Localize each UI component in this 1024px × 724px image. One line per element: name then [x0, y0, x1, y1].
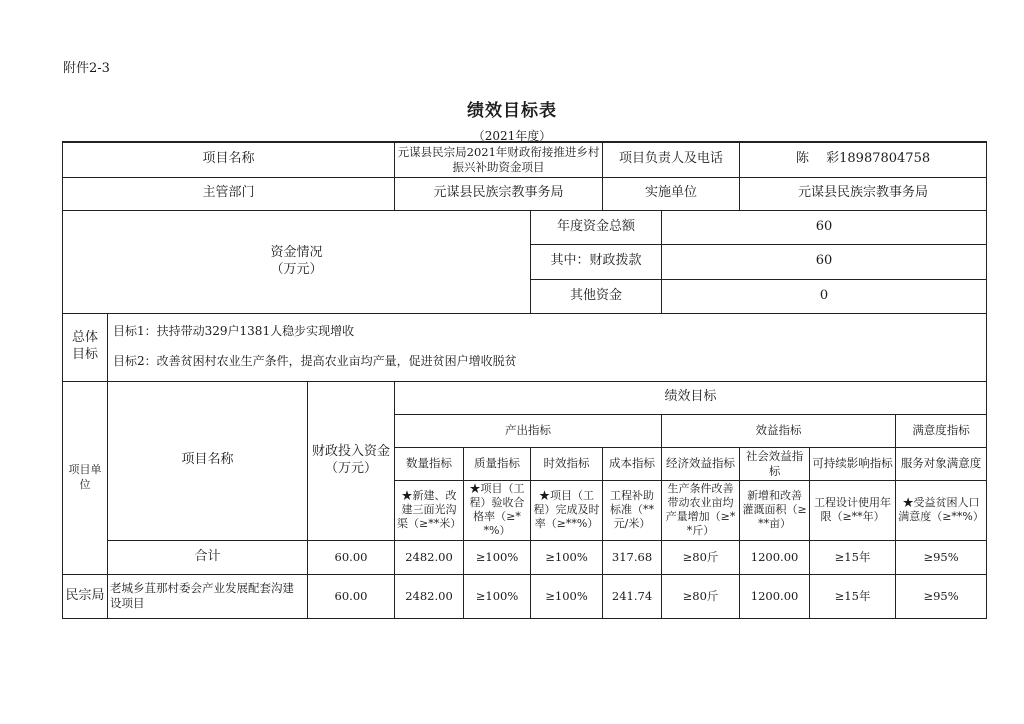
total-timeliness: ≥100% — [531, 540, 603, 574]
perf-invest-label: 财政投入资金（万元） — [308, 381, 395, 540]
desc-cost: 工程补助标准（**元/米） — [603, 480, 662, 540]
total-sustain: ≥15年 — [810, 540, 896, 574]
total-quantity: 2482.00 — [395, 540, 464, 574]
funds-fiscal-value: 60 — [662, 244, 987, 279]
year-label: （2021年度） — [472, 129, 552, 143]
item-invest: 60.00 — [308, 574, 395, 618]
desc-timeliness: ★项目（工程）完成及时率（≥**%） — [531, 480, 603, 540]
total-cost: 317.68 — [603, 540, 662, 574]
item-cost: 241.74 — [603, 574, 662, 618]
total-service: ≥95% — [896, 540, 987, 574]
impl-label: 实施单位 — [603, 177, 740, 210]
funds-label-line2: （万元） — [270, 261, 323, 277]
output-indicators-label: 产出指标 — [395, 414, 662, 447]
funds-label-line1: 资金情况 — [270, 244, 323, 260]
project-owner-value: 陈 彩18987804758 — [740, 142, 987, 177]
funds-total-label: 年度资金总额 — [531, 210, 662, 244]
goals-label-line1: 总体 — [71, 330, 98, 346]
project-unit-label: 项目单位 — [63, 381, 108, 574]
satisfaction-indicators-label: 满意度指标 — [896, 414, 987, 447]
col-social: 社会效益指标 — [740, 447, 810, 480]
item-timeliness: ≥100% — [531, 574, 603, 618]
total-economic: ≥80斤 — [662, 540, 740, 574]
total-invest: 60.00 — [308, 540, 395, 574]
goals-content — [108, 313, 987, 381]
item-unit: 民宗局 — [63, 574, 108, 618]
desc-quantity: ★新建、改建三面光沟渠（≥**米） — [395, 480, 464, 540]
col-timeliness: 时效指标 — [531, 447, 603, 480]
performance-target-table — [62, 141, 987, 619]
perf-project-name-label: 项目名称 — [108, 381, 308, 540]
dept-value: 元谋县民族宗教事务局 — [395, 177, 603, 210]
col-service: 服务对象满意度 — [896, 447, 987, 480]
total-label: 合计 — [108, 540, 308, 574]
goal-1: 目标1：扶持带动329户1381人稳步实现增收 — [113, 324, 355, 339]
table-row-item — [63, 574, 987, 618]
desc-quality: ★项目（工程）验收合格率（≥**%） — [464, 480, 531, 540]
annex-label: 附件2-3 — [63, 61, 110, 76]
item-sustain: ≥15年 — [810, 574, 896, 618]
col-quantity: 数量指标 — [395, 447, 464, 480]
project-name-label: 项目名称 — [63, 142, 395, 177]
impl-value: 元谋县民族宗教事务局 — [740, 177, 987, 210]
total-quality: ≥100% — [464, 540, 531, 574]
total-social: 1200.00 — [740, 540, 810, 574]
goals-label — [63, 313, 108, 381]
item-service: ≥95% — [896, 574, 987, 618]
table-row-total — [63, 540, 987, 574]
benefit-indicators-label: 效益指标 — [662, 414, 896, 447]
item-social: 1200.00 — [740, 574, 810, 618]
desc-sustain: 工程设计使用年限（≥**年） — [810, 480, 896, 540]
funds-total-value: 60 — [662, 210, 987, 244]
funds-fiscal-label: 其中：财政拨款 — [531, 244, 662, 279]
project-name-value: 元谋县民宗局2021年财政衔接推进乡村振兴补助资金项目 — [395, 142, 603, 177]
perf-targets-label: 绩效目标 — [395, 381, 987, 414]
col-cost: 成本指标 — [603, 447, 662, 480]
funds-label — [63, 210, 531, 313]
col-quality: 质量指标 — [464, 447, 531, 480]
funds-other-value: 0 — [662, 279, 987, 313]
desc-social: 新增和改善灌溉面积（≥**亩） — [740, 480, 810, 540]
document-title: 绩效目标表 — [467, 101, 557, 121]
desc-economic: 生产条件改善带动农业亩均产量增加（≥**斤） — [662, 480, 740, 540]
item-quantity: 2482.00 — [395, 574, 464, 618]
goal-2: 目标2：改善贫困村农业生产条件，提高农业亩均产量，促进贫困户增收脱贫 — [113, 354, 517, 368]
item-quality: ≥100% — [464, 574, 531, 618]
col-sustain: 可持续影响指标 — [810, 447, 896, 480]
goals-label-line2: 目标 — [71, 347, 98, 362]
item-name: 老城乡苴那村委会产业发展配套沟建设项目 — [108, 574, 308, 618]
item-economic: ≥80斤 — [662, 574, 740, 618]
funds-other-label: 其他资金 — [531, 279, 662, 313]
dept-label: 主管部门 — [63, 177, 395, 210]
desc-service: ★受益贫困人口满意度（≥**%） — [896, 480, 987, 540]
col-economic: 经济效益指标 — [662, 447, 740, 480]
project-owner-label: 项目负责人及电话 — [603, 142, 740, 177]
